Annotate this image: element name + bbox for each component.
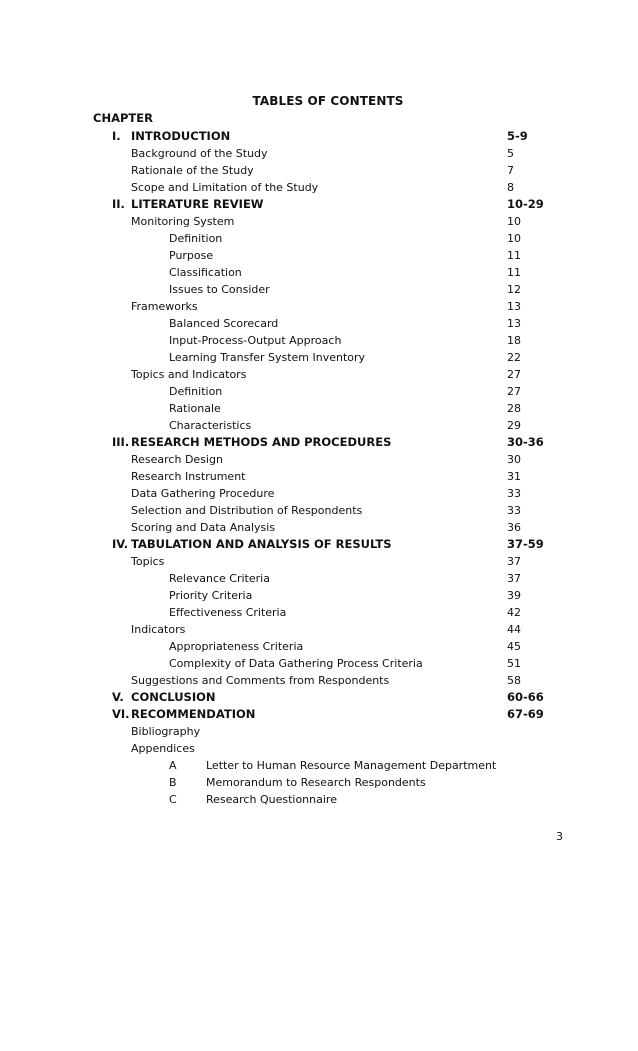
toc-page-number: 36 [507,521,521,534]
toc-entry-label: Complexity of Data Gathering Process Criteria [169,657,423,670]
toc-entry-label: Definition [169,232,223,245]
page-title: TABLES OF CONTENTS [252,94,404,108]
toc-entry-label: Memorandum to Research Respondents [206,776,426,789]
toc-entry-label: Topics [131,555,165,568]
chapter-number: III. [112,435,130,449]
toc-entry-label: RECOMMENDATION [131,707,256,721]
toc-page-number: 28 [507,402,521,415]
toc-chapter-row [0,536,638,553]
toc-page-number: 18 [507,334,521,347]
toc-entry-row [0,400,638,417]
toc-entry-label: Scoring and Data Analysis [131,521,276,534]
toc-entry-row [0,638,638,655]
toc-page-number: 22 [507,351,521,364]
toc-entry-row [0,230,638,247]
toc-page-number: 11 [507,266,521,279]
toc-entry-row [0,315,638,332]
toc-entry-label: Definition [169,385,223,398]
chapter-number: IV. [112,537,129,551]
toc-entry-row [0,740,638,757]
toc-entry-row [0,621,638,638]
toc-page-number: 37 [507,555,521,568]
toc-entry-label: Appendices [131,742,195,755]
toc-page-number: 39 [507,589,521,602]
toc-entry-label: Balanced Scorecard [169,317,279,330]
toc-entry-label: Indicators [131,623,186,636]
chapter-number: V. [112,690,124,704]
toc-entry-row [0,655,638,672]
toc-entry-row [0,264,638,281]
toc-page-number: 5 [507,147,514,160]
chapter-heading: CHAPTER [93,111,153,125]
toc-page-number: 7 [507,164,514,177]
toc-entry-label: Research Design [131,453,223,466]
appendix-letter: B [169,776,177,789]
chapter-number: II. [112,197,125,211]
toc-entry-label: Classification [169,266,242,279]
toc-entry-label: Research Instrument [131,470,246,483]
toc-entry-label: Characteristics [169,419,252,432]
toc-entry-label: Suggestions and Comments from Respondents [131,674,390,687]
toc-page-number: 10 [507,232,521,245]
toc-page-number: 58 [507,674,521,687]
toc-entry-label: Issues to Consider [169,283,270,296]
toc-entry-row [0,383,638,400]
toc-entry-row [0,485,638,502]
toc-entry-row [0,349,638,366]
toc-page-number: 13 [507,300,521,313]
toc-chapter-row [0,706,638,723]
table-of-contents [0,128,638,808]
toc-entry-label: Monitoring System [131,215,235,228]
toc-entry-label: Appropriateness Criteria [169,640,304,653]
toc-page-number: 44 [507,623,521,636]
toc-chapter-row [0,689,638,706]
toc-entry-label: Letter to Human Resource Management Department [206,759,497,772]
toc-page-number: 11 [507,249,521,262]
toc-entry-label: Priority Criteria [169,589,253,602]
toc-entry-label: INTRODUCTION [131,129,231,143]
toc-entry-row [0,332,638,349]
toc-entry-label: Rationale of the Study [131,164,254,177]
toc-page-number: 5-9 [507,129,528,143]
toc-entry-row [0,587,638,604]
toc-page-number: 27 [507,368,521,381]
toc-entry-row [0,604,638,621]
toc-chapter-row [0,434,638,451]
toc-entry-label: RESEARCH METHODS AND PROCEDURES [131,435,392,449]
toc-page-number: 45 [507,640,521,653]
toc-page-number: 33 [507,487,521,500]
toc-page-number: 13 [507,317,521,330]
toc-entry-row [0,451,638,468]
toc-entry-row [0,672,638,689]
toc-entry-label: Topics and Indicators [131,368,247,381]
toc-entry-label: CONCLUSION [131,690,216,704]
toc-entry-row [0,519,638,536]
toc-page-number: 67-69 [507,707,544,721]
toc-appendix-row [0,774,638,791]
toc-page-number: 30-36 [507,435,544,449]
toc-entry-row [0,553,638,570]
toc-entry-label: Selection and Distribution of Respondents [131,504,363,517]
toc-entry-label: Background of the Study [131,147,268,160]
toc-page-number: 51 [507,657,521,670]
toc-page-number: 37 [507,572,521,585]
toc-entry-row [0,179,638,196]
toc-page-number: 37-59 [507,537,544,551]
toc-appendix-row [0,757,638,774]
toc-entry-label: Relevance Criteria [169,572,270,585]
toc-appendix-row [0,791,638,808]
chapter-number: VI. [112,707,130,721]
toc-entry-row [0,298,638,315]
toc-entry-row [0,570,638,587]
toc-entry-label: TABULATION AND ANALYSIS OF RESULTS [131,537,392,551]
toc-entry-label: Frameworks [131,300,198,313]
appendix-letter: C [169,793,177,806]
toc-entry-row [0,281,638,298]
toc-page-number: 31 [507,470,521,483]
toc-entry-row [0,162,638,179]
toc-entry-row [0,502,638,519]
toc-page-number: 10-29 [507,197,544,211]
toc-entry-label: Bibliography [131,725,201,738]
toc-entry-label: LITERATURE REVIEW [131,197,264,211]
toc-entry-label: Rationale [169,402,221,415]
toc-entry-label: Scope and Limitation of the Study [131,181,319,194]
toc-entry-label: Data Gathering Procedure [131,487,275,500]
toc-page-number: 12 [507,283,521,296]
toc-page-number: 30 [507,453,521,466]
chapter-number: I. [112,129,121,143]
toc-page-number: 29 [507,419,521,432]
toc-entry-label: Learning Transfer System Inventory [169,351,366,364]
toc-entry-row [0,145,638,162]
toc-entry-row [0,247,638,264]
toc-page-number: 60-66 [507,690,544,704]
toc-entry-row [0,213,638,230]
toc-entry-label: Input-Process-Output Approach [169,334,342,347]
toc-page-number: 27 [507,385,521,398]
toc-page-number: 8 [507,181,514,194]
toc-page-number: 42 [507,606,521,619]
toc-entry-label: Purpose [169,249,214,262]
toc-entry-label: Effectiveness Criteria [169,606,287,619]
toc-page-number: 33 [507,504,521,517]
toc-chapter-row [0,128,638,145]
toc-entry-row [0,468,638,485]
toc-entry-label: Research Questionnaire [206,793,337,806]
page-number: 3 [556,830,563,843]
toc-entry-row [0,417,638,434]
toc-entry-row [0,366,638,383]
appendix-letter: A [169,759,177,772]
toc-page-number: 10 [507,215,521,228]
toc-entry-row [0,723,638,740]
toc-chapter-row [0,196,638,213]
